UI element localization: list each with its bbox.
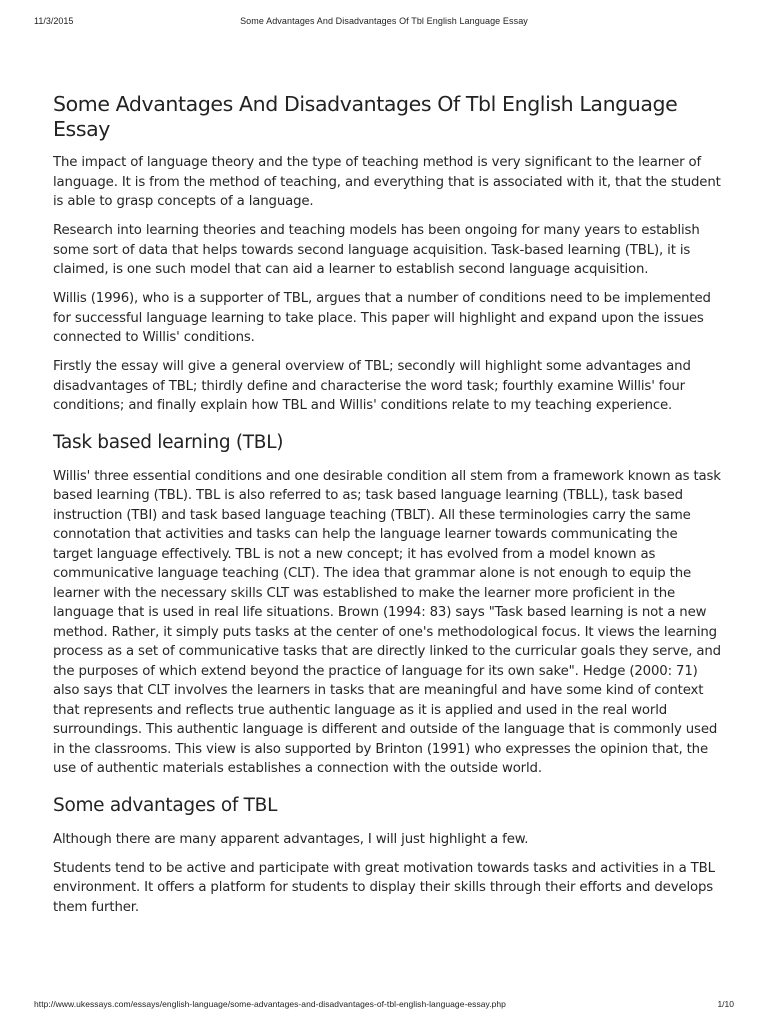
- article: [53, 92, 721, 927]
- print-header: [34, 16, 734, 30]
- print-header-title: Some Advantages And Disadvantages Of Tbl English Language Essay: [240, 16, 528, 26]
- page-number: 1/10: [717, 999, 734, 1009]
- print-footer: [34, 999, 734, 1011]
- article-title: Some Advantages And Disadvantages Of Tbl English Language Essay: [53, 92, 678, 141]
- section-advantages-of-tbl: [53, 794, 721, 918]
- section-paragraph: Students tend to be active and participate with great motivation towards tasks and activities in a TBL environment. It offers a platform for students to display their skills through their efforts and develops them further.: [53, 860, 715, 915]
- intro-paragraph-4: Firstly the essay will give a general overview of TBL; secondly will highlight some advantages and disadvantages of TBL; thirdly define and characterise the word task; fourthly examine Willis' four conditions; and finally explain how TBL and Willis' conditions relate to my teaching experience.: [53, 359, 691, 413]
- source-url: http://www.ukessays.com/essays/english-language/some-advantages-and-disadvantages-of-tbl-english-language-essay.php: [34, 999, 506, 1009]
- section-heading: Some advantages of TBL: [53, 794, 278, 816]
- intro-paragraph-1: The impact of language theory and the type of teaching method is very significant to the learner of language. It is from the method of teaching, and everything that is associated with it, that the student is able to grasp concepts of a language.: [53, 155, 721, 209]
- section-task-based-learning: [53, 431, 721, 779]
- print-date: 11/3/2015: [34, 16, 74, 26]
- intro-paragraph-2: Research into learning theories and teaching models has been ongoing for many years to establish some sort of data that helps towards second language acquisition. Task-based learning (TBL), it is claimed, is one such model that can aid a learner to establish second language acquisition.: [53, 223, 700, 277]
- section-heading: Task based learning (TBL): [53, 431, 284, 453]
- section-paragraph: Willis' three essential conditions and one desirable condition all stem from a framework known as task based learning (TBL). TBL is also referred to as; task based language learning (TBLL), task based instruction (TBI) and task based language teaching (TBLT). All these terminologies carry the same connotation that activities and tasks can help the language learner towards communicating the target language effectively. TBL is not a new concept; it has evolved from a model known as communicative language teaching (CLT). The idea that grammar alone is not enough to equip the learner with the necessary skills CLT was established to make the learner more proficient in the language that is used in real life situations. Brown (1994: 83) says "Task based learning is not a new method. Rather, it simply puts tasks at the center of one's methodological focus. It views the learning process as a set of communicative tasks that are directly linked to the curricular goals they serve, and the purposes of which extend beyond the practice of language for its own sake". Hedge (2000: 71) also says that CLT involves the learners in tasks that are meaningful and have some kind of context that represents and reflects true authentic language as it is applied and used in the real world surroundings. This authentic language is different and outside of the language that is commonly used in the classrooms. This view is also supported by Brinton (1991) who expresses the opinion that, the use of authentic materials establishes a connection with the outside world.: [53, 468, 721, 776]
- intro-paragraph-3: Willis (1996), who is a supporter of TBL, argues that a number of conditions need to be implemented for successful language learning to take place. This paper will highlight and expand upon the issues connected to Willis' conditions.: [53, 291, 711, 345]
- section-paragraph: Although there are many apparent advantages, I will just highlight a few.: [53, 831, 529, 847]
